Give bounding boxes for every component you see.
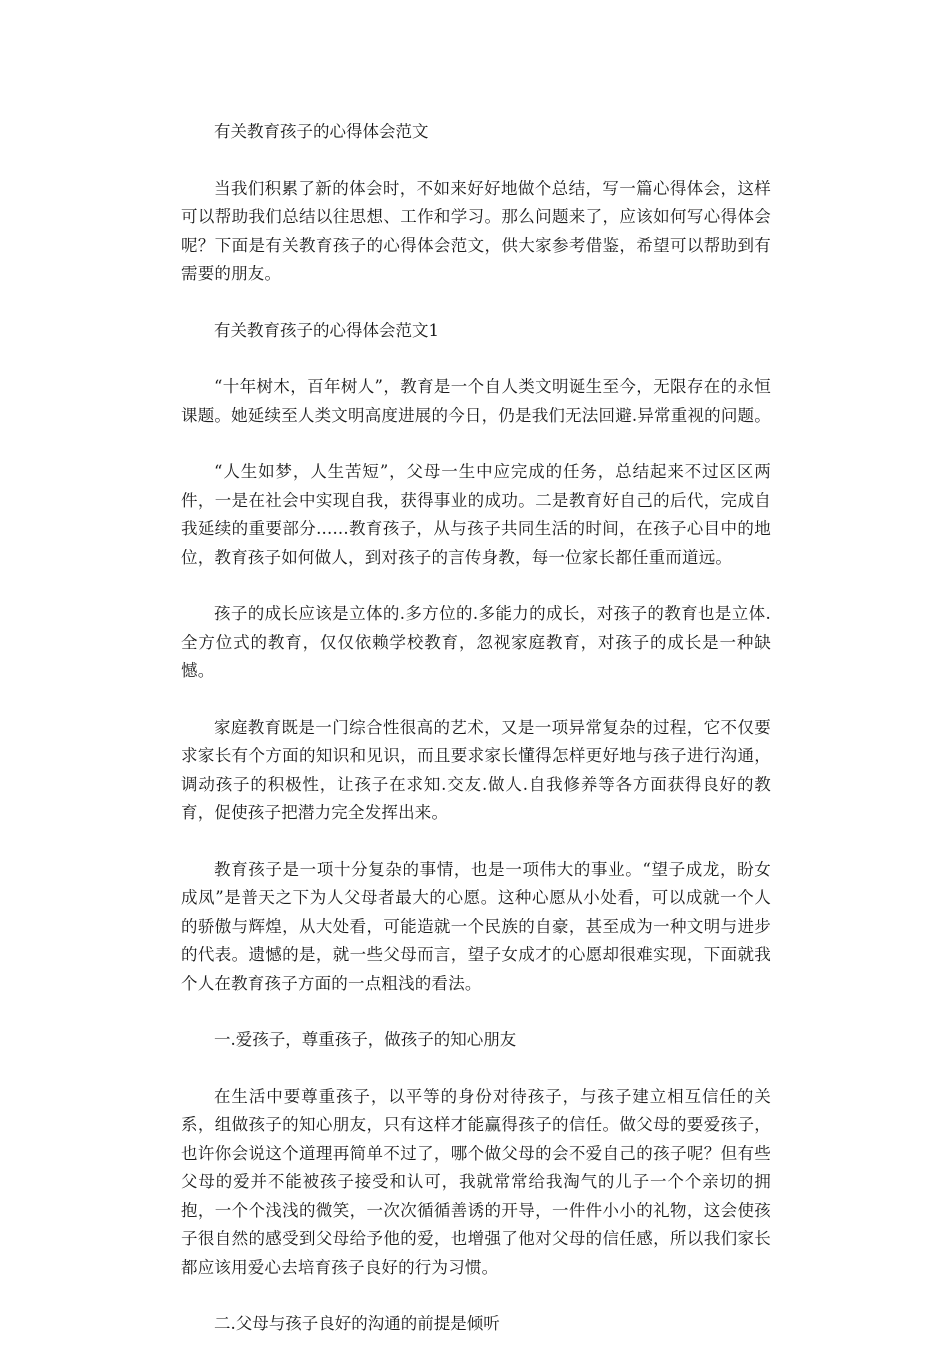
article-subtitle: 有关教育孩子的心得体会范文1: [214, 320, 439, 340]
body-paragraph-1: “十年树木，百年树人”，教育是一个自人类文明诞生至今，无限存在的永恒课题。她延续至人类文明高度进展的今日，仍是我们无法回避.异常重视的问题。: [181, 377, 771, 425]
section-heading-1: 一.爱孩子，尊重孩子，做孩子的知心朋友: [214, 1030, 517, 1049]
intro-paragraph: 当我们积累了新的体会时，不如来好好地做个总结，写一篇心得体会，这样可以帮助我们总结以往思想、工作和学习。那么问题来了，应该如何写心得体会呢？下面是有关教育孩子的心得体会范文，供大家参考借鉴，希望可以帮助到有需要的朋友。: [181, 178, 771, 283]
body-paragraph-3: 孩子的成长应该是立体的.多方位的.多能力的成长，对孩子的教育也是立体.全方位式的教育，仅仅依赖学校教育，忽视家庭教育，对孩子的成长是一种缺憾。: [181, 604, 771, 680]
document-title: 有关教育孩子的心得体会范文: [214, 122, 429, 141]
document-body: [181, 118, 771, 1367]
section-heading-2: 二.父母与孩子良好的沟通的前提是倾听: [214, 1314, 500, 1333]
section-1-paragraph: 在生活中要尊重孩子，以平等的身份对待孩子，与孩子建立相互信任的关系，组做孩子的知心朋友，只有这样才能赢得孩子的信任。做父母的要爱孩子，也许你会说这个道理再简单不过了，哪个做父母的会不爱自己的孩子呢？但有些父母的爱并不能被孩子接受和认可，我就常常给我淘气的儿子一个个亲切的拥抱，一个个浅浅的微笑，一次次循循善诱的开导，一件件小小的礼物，这会使孩子很自然的感受到父母给予他的爱，也增强了他对父母的信任感，所以我们家长都应该用爱心去培育孩子良好的行为习惯。: [181, 1086, 771, 1277]
body-paragraph-5: 教育孩子是一项十分复杂的事情，也是一项伟大的事业。“望子成龙，盼女成凤”是普天之下为人父母者最大的心愿。这种心愿从小处看，可以成就一个人的骄傲与辉煌，从大处看，可能造就一个民族的自豪，甚至成为一种文明与进步的代表。遗憾的是，就一些父母而言，望子女成才的心愿却很难实现，下面就我个人在教育孩子方面的一点粗浅的看法。: [181, 859, 771, 993]
body-paragraph-4: 家庭教育既是一门综合性很高的艺术，又是一项异常复杂的过程，它不仅要求家长有个方面的知识和见识，而且要求家长懂得怎样更好地与孩子进行沟通，调动孩子的积极性，让孩子在求知.交友.做人.自我修养等各方面获得良好的教育，促使孩子把潜力完全发挥出来。: [181, 717, 771, 822]
body-paragraph-2: “人生如梦，人生苦短”，父母一生中应完成的任务，总结起来不过区区两件，一是在社会中实现自我，获得事业的成功。二是教育好自己的后代，完成自我延续的重要部分......教育孩子，从与孩子共同生活的时间，在孩子心目中的地位，教育孩子如何做人，到对孩子的言传身教，每一位家长都任重而道远。: [181, 462, 771, 567]
